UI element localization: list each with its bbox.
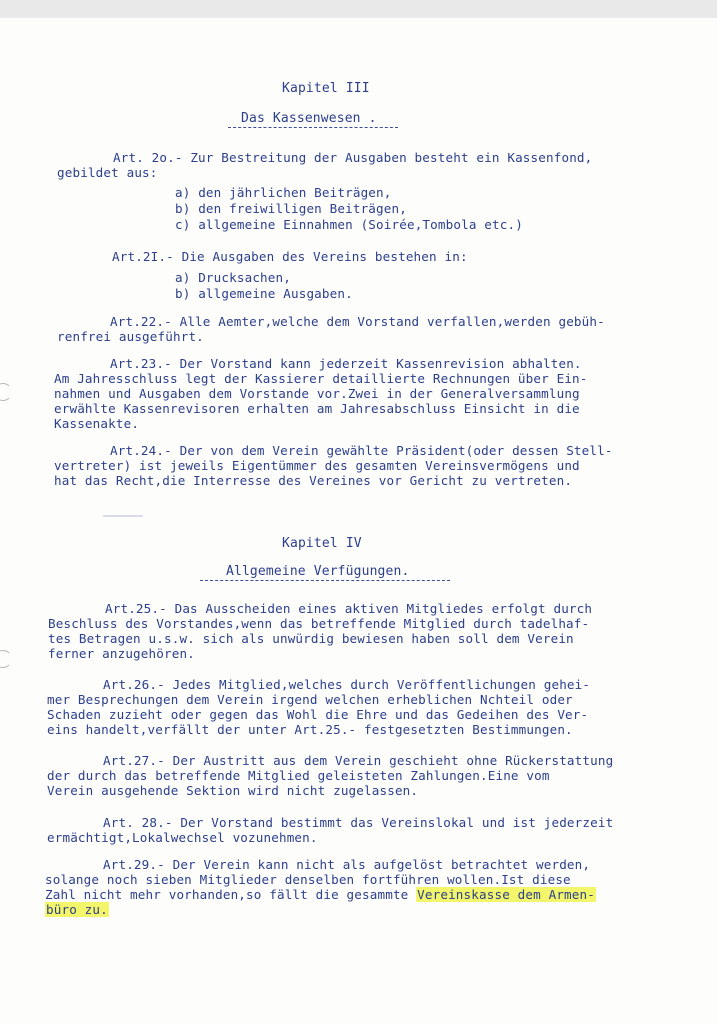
art-21-line-1: Art.2I.- Die Ausgaben des Vereins bestehen in:	[112, 249, 468, 264]
highlighted-text: büro zu.	[46, 902, 108, 917]
art-20-item-b: b) den freiwilligen Beiträgen,	[175, 201, 407, 216]
chapter-4-title: Kapitel IV	[282, 536, 362, 551]
punch-hole-mark	[0, 383, 12, 401]
highlighted-text: Vereinskasse dem Armen-	[417, 887, 595, 902]
art-29-line-3-text: Zahl nicht mehr vorhanden,so fällt die gesammte	[45, 887, 417, 902]
chapter-4-underline	[200, 580, 450, 581]
art-21-item-a: a) Drucksachen,	[175, 270, 291, 285]
art-20-line-1: Art. 2o.- Zur Bestreitung der Ausgaben besteht ein Kassenfond,	[113, 150, 593, 165]
art-28-line-2: ermächtigt,Lokalwechsel vozunehmen.	[47, 830, 318, 845]
art-26-line-3: Schaden zuzieht oder gegen das Wohl die Ehre und das Gedeihen des Ver-	[47, 707, 589, 722]
art-26-line-2: mer Besprechungen dem Verein irgend welchen erheblichen Nchteil oder	[47, 692, 573, 707]
art-25-line-3: tes Betragen u.s.w. sich als unwürdig bewiesen haben soll dem Verein	[48, 631, 574, 646]
art-29-line-3	[45, 888, 596, 902]
punch-hole-mark	[0, 650, 12, 668]
art-23-line-3: nahmen und Ausgaben dem Vorstande vor.Zwei in der Generalversammlung	[54, 386, 580, 401]
art-28-line-1: Art. 28.- Der Vorstand bestimmt das Vereinslokal und ist jederzeit	[103, 815, 614, 830]
art-22-line-1: Art.22.- Alle Aemter,welche dem Vorstand verfallen,werden gebüh-	[110, 314, 605, 329]
art-25-line-4: ferner anzugehören.	[48, 646, 195, 661]
art-23-line-5: Kassenakte.	[54, 416, 140, 431]
chapter-3-subtitle: Das Kassenwesen .	[241, 111, 377, 126]
art-29-line-4	[45, 903, 109, 917]
art-26-line-1: Art.26.- Jedes Mitglied,welches durch Veröffentlichungen gehei-	[103, 677, 591, 692]
art-29-line-2: solange noch sieben Mitglieder denselben fortführen wollen.Ist diese	[45, 872, 571, 887]
art-24-line-2: vertreter) ist jeweils Eigentümmer des gesamten Vereinsvermögens und	[54, 458, 580, 473]
art-23-line-1: Art.23.- Der Vorstand kann jederzeit Kassenrevision abhalten.	[110, 356, 582, 371]
art-27-line-3: Verein ausgehende Sektion wird nicht zugelassen.	[47, 783, 419, 798]
art-25-line-2: Beschluss des Vorstandes,wenn das betreffende Mitglied durch tadelhaf-	[48, 616, 590, 631]
art-20-item-a: a) den jährlichen Beiträgen,	[175, 185, 392, 200]
art-20-item-c: c) allgemeine Einnahmen (Soirée,Tombola etc.)	[175, 217, 523, 232]
art-21-item-b: b) allgemeine Ausgaben.	[175, 286, 353, 301]
art-23-line-4: erwählte Kassenrevisoren erhalten am Jahresabschluss Einsicht in die	[54, 401, 580, 416]
chapter-3-underline	[228, 127, 398, 128]
ink-smudge	[103, 515, 143, 517]
art-24-line-1: Art.24.- Der von dem Verein gewählte Präsident(oder dessen Stell-	[110, 443, 613, 458]
art-25-line-1: Art.25.- Das Ausscheiden eines aktiven Mitgliedes erfolgt durch	[105, 601, 593, 616]
art-26-line-4: eins handelt,verfällt der unter Art.25.- festgesetzten Bestimmungen.	[47, 722, 573, 737]
art-24-line-3: hat das Recht,die Interresse des Vereines vor Gericht zu vertreten.	[54, 473, 573, 488]
art-27-line-1: Art.27.- Der Austritt aus dem Verein geschieht ohne Rückerstattung	[103, 753, 614, 768]
art-29-line-1: Art.29.- Der Verein kann nicht als aufgelöst betrachtet werden,	[103, 857, 591, 872]
document-page	[0, 18, 717, 1024]
art-20-line-2: gebildet aus:	[57, 165, 158, 180]
chapter-4-subtitle: Allgemeine Verfügungen.	[226, 564, 410, 579]
art-27-line-2: der durch das betreffende Mitglied geleisteten Zahlungen.Eine vom	[47, 768, 550, 783]
art-23-line-2: Am Jahresschluss legt der Kassierer detaillierte Rechnungen über Ein-	[54, 371, 588, 386]
art-22-line-2: renfrei ausgeführt.	[57, 329, 204, 344]
chapter-3-title: Kapitel III	[282, 81, 370, 96]
